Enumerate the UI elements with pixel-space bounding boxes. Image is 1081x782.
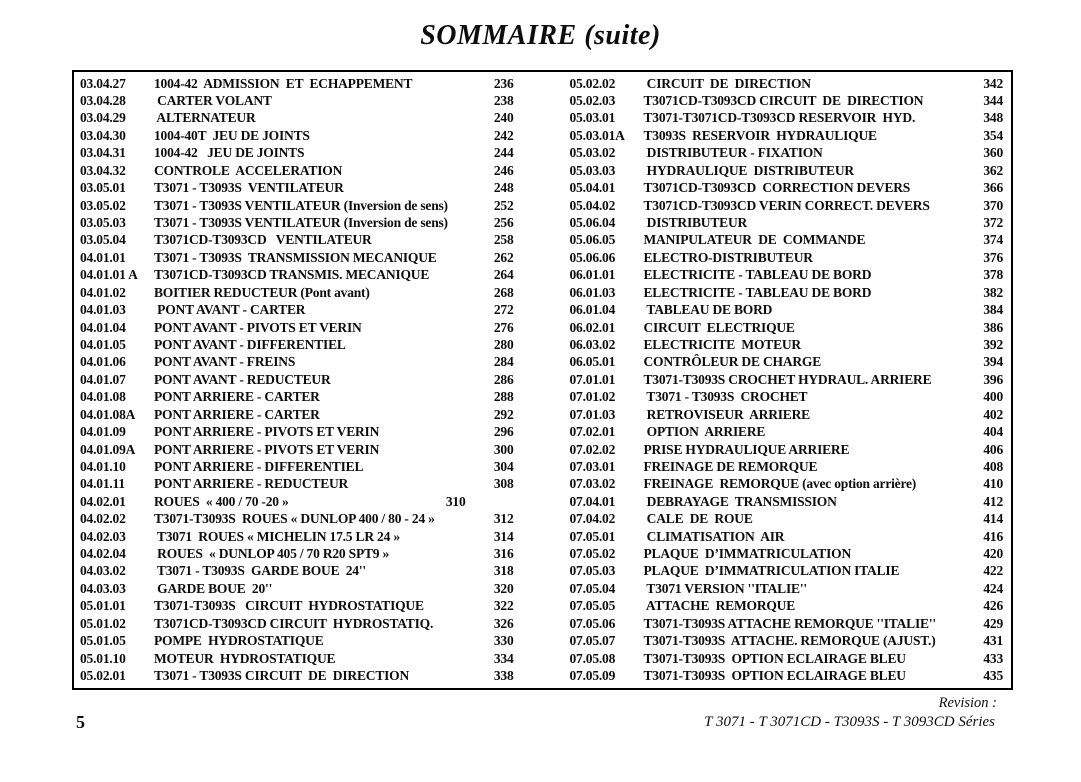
toc-page: 252 [493, 197, 514, 213]
toc-table [72, 70, 1013, 690]
toc-title: T3071 - T3093S TRANSMISSION MECANIQUE [154, 249, 437, 265]
toc-row [80, 214, 514, 231]
toc-code: 04.01.08 [80, 389, 126, 405]
toc-code: 06.05.01 [569, 354, 616, 370]
toc-code: 03.05.01 [80, 180, 126, 196]
toc-code: 07.02.02 [569, 441, 616, 457]
toc-code: 03.04.28 [80, 93, 126, 109]
toc-title: PONT ARRIERE - PIVOTS ET VERIN [154, 441, 380, 457]
toc-code: 03.05.03 [80, 215, 126, 231]
toc-title: PLAQUE D’IMMATRICULATION ITALIE [643, 563, 900, 579]
toc-code: 07.05.08 [569, 650, 616, 666]
toc-code: 07.04.02 [569, 511, 616, 527]
toc-code: 04.01.11 [80, 476, 125, 492]
toc-page: 326 [493, 615, 514, 631]
toc-page: 310 [445, 493, 466, 509]
toc-code: 05.01.05 [80, 633, 126, 649]
toc-page: 386 [983, 319, 1003, 335]
toc-page: 435 [983, 667, 1003, 683]
toc-title: T3071-T3093S OPTION ECLAIRAGE BLEU [643, 650, 906, 666]
toc-page: 406 [983, 441, 1003, 457]
toc-row [80, 301, 514, 318]
toc-code: 04.03.03 [80, 580, 126, 596]
toc-title: ATTACHE REMORQUE [643, 598, 796, 614]
toc-row [570, 476, 1004, 493]
toc-row [80, 545, 514, 562]
toc-page: 374 [983, 232, 1003, 248]
toc-row [80, 180, 514, 197]
toc-page: 338 [493, 667, 514, 683]
toc-title: T3071CD-T3093CD CIRCUIT HYDROSTATIQ. [154, 615, 434, 631]
toc-code: 04.01.09 [80, 424, 126, 440]
toc-code: 07.05.09 [569, 667, 616, 683]
toc-row [570, 197, 1004, 214]
toc-row [80, 406, 514, 423]
toc-row [80, 75, 514, 92]
toc-code: 04.01.09A [80, 441, 136, 457]
toc-title: T3071CD-T3093CD CIRCUIT DE DIRECTION [643, 93, 924, 109]
toc-page: 370 [983, 197, 1003, 213]
toc-row [80, 110, 514, 127]
toc-row [570, 319, 1004, 336]
toc-page: 392 [983, 336, 1003, 352]
toc-code: 03.04.29 [80, 110, 126, 126]
toc-title: CONTRÔLEUR DE CHARGE [643, 354, 822, 370]
toc-page: 258 [493, 232, 514, 248]
toc-code: 04.01.07 [80, 371, 126, 387]
toc-page: 330 [493, 633, 514, 649]
series-title: T 3071 - T 3071CD - T3093S - T 3093CD Séries [704, 714, 995, 730]
toc-page: 284 [493, 354, 514, 370]
toc-row [570, 563, 1004, 580]
toc-code: 04.01.03 [80, 302, 126, 318]
toc-page: 248 [493, 180, 514, 196]
toc-page: 292 [493, 406, 514, 422]
toc-title: PONT ARRIERE - CARTER [154, 406, 320, 422]
toc-title: PONT ARRIERE - PIVOTS ET VERIN [154, 424, 380, 440]
toc-row [80, 563, 514, 580]
toc-page: 272 [493, 302, 514, 318]
toc-title: ELECTRO-DISTRIBUTEUR [643, 249, 813, 265]
toc-title: T3071-T3093S ROUES « DUNLOP 400 / 80 - 24 » [154, 511, 435, 527]
toc-row [80, 598, 514, 615]
toc-code: 05.01.01 [80, 598, 126, 614]
toc-code: 04.01.06 [80, 354, 126, 370]
toc-title: FREINAGE REMORQUE (avec option arrière) [643, 476, 917, 492]
toc-column-left [80, 75, 514, 685]
toc-page: 402 [983, 406, 1003, 422]
toc-title: ELECTRICITE - TABLEAU DE BORD [643, 284, 872, 300]
toc-page: 360 [983, 145, 1003, 161]
toc-row [570, 301, 1004, 318]
toc-code: 06.01.03 [569, 284, 616, 300]
toc-code: 04.02.03 [80, 528, 126, 544]
toc-row [80, 423, 514, 440]
toc-code: 05.06.04 [569, 215, 616, 231]
toc-title: HYDRAULIQUE DISTRIBUTEUR [643, 162, 854, 178]
toc-code: 05.04.02 [569, 197, 616, 213]
toc-title: DEBRAYAGE TRANSMISSION [643, 493, 837, 509]
toc-page: 431 [983, 633, 1003, 649]
toc-title: T3071-T3093S CROCHET HYDRAUL. ARRIERE [643, 371, 932, 387]
toc-title: DISTRIBUTEUR [643, 215, 748, 231]
toc-row [570, 528, 1004, 545]
toc-row [80, 493, 514, 510]
toc-title: ELECTRICITE MOTEUR [643, 336, 801, 352]
toc-page: 288 [493, 389, 514, 405]
toc-page: 362 [983, 162, 1003, 178]
revision-label: Revision : [938, 695, 997, 711]
toc-title: CALE DE ROUE [643, 511, 753, 527]
toc-code: 07.03.01 [569, 458, 616, 474]
toc-title: T3071 VERSION ''ITALIE'' [643, 580, 807, 596]
toc-page: 384 [983, 302, 1003, 318]
toc-column-right [570, 75, 1004, 685]
toc-row [570, 284, 1004, 301]
toc-page: 378 [983, 267, 1003, 283]
toc-row [80, 197, 514, 214]
toc-title: T3093S RESERVOIR HYDRAULIQUE [643, 127, 877, 143]
toc-row [80, 441, 514, 458]
toc-page: 236 [493, 75, 514, 91]
toc-code: 04.02.04 [80, 546, 126, 562]
toc-page: 238 [493, 93, 514, 109]
toc-code: 04.01.01 A [80, 267, 138, 283]
toc-row [80, 92, 514, 109]
toc-page: 280 [493, 336, 514, 352]
toc-row [570, 371, 1004, 388]
toc-title: ROUES « 400 / 70 -20 » [154, 493, 289, 509]
toc-code: 05.03.02 [569, 145, 616, 161]
toc-row [570, 145, 1004, 162]
toc-code: 06.01.01 [569, 267, 616, 283]
toc-page: 268 [493, 284, 514, 300]
toc-title: CLIMATISATION AIR [643, 528, 785, 544]
toc-title: GARDE BOUE 20'' [154, 580, 273, 596]
toc-code: 07.02.01 [569, 424, 616, 440]
toc-row [570, 667, 1004, 684]
toc-page: 366 [983, 180, 1003, 196]
toc-code: 05.06.05 [569, 232, 616, 248]
toc-title: MANIPULATEUR DE COMMANDE [643, 232, 866, 248]
toc-code: 03.05.04 [80, 232, 126, 248]
toc-title: 1004-42 JEU DE JOINTS [154, 145, 305, 161]
toc-title: CONTROLE ACCELERATION [154, 162, 343, 178]
toc-title: T3071 - T3093S CROCHET [643, 389, 808, 405]
toc-code: 03.04.30 [80, 127, 126, 143]
toc-row [570, 75, 1004, 92]
toc-title: T3071-T3093S ATTACHE. REMORQUE (AJUST.) [643, 633, 936, 649]
toc-row [570, 441, 1004, 458]
toc-title: PRISE HYDRAULIQUE ARRIERE [643, 441, 850, 457]
toc-row [570, 92, 1004, 109]
toc-row [570, 389, 1004, 406]
toc-code: 04.02.02 [80, 511, 126, 527]
toc-title: CIRCUIT ELECTRIQUE [643, 319, 795, 335]
toc-page: 286 [493, 371, 514, 387]
toc-page: 400 [983, 389, 1003, 405]
toc-code: 03.04.31 [80, 145, 126, 161]
toc-row [80, 667, 514, 684]
toc-page: 372 [983, 215, 1003, 231]
toc-code: 07.01.03 [569, 406, 616, 422]
toc-page: 308 [493, 476, 514, 492]
toc-code: 06.02.01 [569, 319, 616, 335]
toc-page: 344 [983, 93, 1003, 109]
toc-title: PONT ARRIERE - CARTER [154, 389, 320, 405]
toc-page: 394 [983, 354, 1003, 370]
toc-title: PONT AVANT - DIFFERENTIEL [154, 336, 346, 352]
toc-page: 382 [983, 284, 1003, 300]
toc-title: PONT AVANT - FREINS [154, 354, 296, 370]
toc-row [80, 458, 514, 475]
toc-title: PONT AVANT - CARTER [154, 302, 306, 318]
toc-row [80, 145, 514, 162]
toc-page: 334 [493, 650, 514, 666]
toc-page: 264 [493, 267, 514, 283]
toc-title: T3071CD-T3093CD TRANSMIS. MECANIQUE [154, 267, 430, 283]
toc-title: T3071CD-T3093CD VENTILATEUR [154, 232, 372, 248]
toc-row [80, 267, 514, 284]
toc-row [570, 493, 1004, 510]
toc-page: 426 [983, 598, 1003, 614]
toc-page: 256 [493, 215, 514, 231]
toc-title: PONT ARRIERE - DIFFERENTIEL [154, 458, 364, 474]
toc-title: T3071-T3093S ATTACHE REMORQUE ''ITALIE'' [643, 615, 936, 631]
toc-title: T3071CD-T3093CD VERIN CORRECT. DEVERS [643, 197, 930, 213]
toc-page: 296 [493, 424, 514, 440]
toc-code: 07.05.03 [569, 563, 616, 579]
toc-code: 04.01.10 [80, 458, 126, 474]
toc-title: FREINAGE DE REMORQUE [643, 458, 818, 474]
toc-title: MOTEUR HYDROSTATIQUE [154, 650, 336, 666]
toc-code: 05.03.03 [569, 162, 616, 178]
toc-page: 376 [983, 249, 1003, 265]
toc-code: 04.02.01 [80, 493, 126, 509]
toc-title: T3071 - T3093S CIRCUIT DE DIRECTION [154, 667, 410, 683]
page-title: SOMMAIRE (suite) [420, 20, 661, 51]
toc-page: 244 [493, 145, 514, 161]
toc-title: T3071 ROUES « MICHELIN 17.5 LR 24 » [154, 528, 400, 544]
toc-row [80, 580, 514, 597]
toc-row [570, 545, 1004, 562]
toc-page: 314 [493, 528, 514, 544]
toc-title: CARTER VOLANT [154, 93, 272, 109]
toc-page: 318 [493, 563, 514, 579]
toc-page: 316 [493, 546, 514, 562]
toc-code: 07.01.01 [569, 371, 616, 387]
toc-code: 05.02.02 [569, 75, 616, 91]
toc-title: POMPE HYDROSTATIQUE [154, 633, 324, 649]
toc-page: 404 [983, 424, 1003, 440]
toc-row [570, 615, 1004, 632]
toc-title: ELECTRICITE - TABLEAU DE BORD [643, 267, 872, 283]
toc-title: TABLEAU DE BORD [643, 302, 773, 318]
toc-row [570, 511, 1004, 528]
toc-row [80, 127, 514, 144]
toc-row [80, 336, 514, 353]
toc-code: 05.01.10 [80, 650, 126, 666]
toc-code: 07.05.02 [569, 546, 616, 562]
toc-page: 416 [983, 528, 1003, 544]
toc-code: 05.04.01 [569, 180, 616, 196]
toc-title: T3071 - T3093S VENTILATEUR [154, 180, 344, 196]
toc-code: 07.05.07 [569, 633, 616, 649]
toc-code: 04.01.04 [80, 319, 126, 335]
toc-title: T3071CD-T3093CD CORRECTION DEVERS [643, 180, 911, 196]
toc-row [80, 354, 514, 371]
toc-title: 1004-40T JEU DE JOINTS [154, 127, 310, 143]
toc-row [80, 371, 514, 388]
toc-title: 1004-42 ADMISSION ET ECHAPPEMENT [154, 75, 413, 91]
toc-title: PONT AVANT - REDUCTEUR [154, 371, 331, 387]
toc-row [80, 476, 514, 493]
toc-row [80, 232, 514, 249]
toc-code: 03.05.02 [80, 197, 126, 213]
toc-title: T3071 - T3093S GARDE BOUE 24'' [154, 563, 366, 579]
toc-title: T3071-T3093S CIRCUIT HYDROSTATIQUE [154, 598, 424, 614]
toc-code: 03.04.27 [80, 75, 126, 91]
toc-code: 04.01.08A [80, 406, 136, 422]
toc-title: T3071 - T3093S VENTILATEUR (Inversion de sens) [154, 215, 448, 231]
toc-page: 322 [493, 598, 514, 614]
toc-page: 300 [493, 441, 514, 457]
toc-row [570, 180, 1004, 197]
toc-page: 422 [983, 563, 1003, 579]
toc-code: 06.01.04 [569, 302, 616, 318]
toc-code: 07.05.01 [569, 528, 616, 544]
toc-title: OPTION ARRIERE [643, 424, 766, 440]
toc-code: 05.03.01A [569, 127, 625, 143]
toc-page: 240 [493, 110, 514, 126]
toc-page: 262 [493, 249, 514, 265]
toc-row [80, 633, 514, 650]
toc-row [570, 650, 1004, 667]
toc-code: 05.01.02 [80, 615, 126, 631]
page-number: 5 [76, 712, 85, 732]
toc-row [570, 249, 1004, 266]
toc-code: 03.04.32 [80, 162, 126, 178]
toc-title: DISTRIBUTEUR - FIXATION [643, 145, 823, 161]
toc-code: 07.03.02 [569, 476, 616, 492]
toc-page: 420 [983, 546, 1003, 562]
toc-title: PLAQUE D’IMMATRICULATION [643, 546, 851, 562]
toc-row [80, 249, 514, 266]
toc-row [80, 650, 514, 667]
toc-page: 433 [983, 650, 1003, 666]
toc-title: T3071-T3093S OPTION ECLAIRAGE BLEU [643, 667, 906, 683]
toc-row [80, 511, 514, 528]
toc-page: 414 [983, 511, 1003, 527]
toc-page: 354 [983, 127, 1003, 143]
toc-page: 396 [983, 371, 1003, 387]
toc-title: BOITIER REDUCTEUR (Pont avant) [154, 284, 370, 300]
toc-row [80, 615, 514, 632]
toc-code: 05.06.06 [569, 249, 616, 265]
toc-page: 408 [983, 458, 1003, 474]
toc-code: 05.03.01 [569, 110, 616, 126]
toc-code: 04.01.05 [80, 336, 126, 352]
toc-row [570, 214, 1004, 231]
toc-page: 429 [983, 615, 1003, 631]
toc-code: 07.05.04 [569, 580, 616, 596]
toc-row [80, 389, 514, 406]
toc-row [570, 580, 1004, 597]
toc-row [570, 232, 1004, 249]
toc-code: 05.02.03 [569, 93, 616, 109]
toc-code: 04.01.01 [80, 249, 126, 265]
toc-page: 312 [493, 511, 514, 527]
toc-page: 304 [493, 458, 514, 474]
toc-row [570, 458, 1004, 475]
toc-page: 320 [493, 580, 514, 596]
toc-row [80, 162, 514, 179]
toc-title: ALTERNATEUR [154, 110, 256, 126]
toc-code: 06.03.02 [569, 336, 616, 352]
toc-title: T3071-T3071CD-T3093CD RESERVOIR HYD. [643, 110, 916, 126]
toc-row [570, 110, 1004, 127]
toc-page: 348 [983, 110, 1003, 126]
toc-page: 424 [983, 580, 1003, 596]
toc-title: ROUES « DUNLOP 405 / 70 R20 SPT9 » [154, 546, 390, 562]
toc-page: 242 [493, 127, 514, 143]
toc-row [570, 354, 1004, 371]
toc-row [570, 127, 1004, 144]
toc-row [80, 319, 514, 336]
toc-row [570, 336, 1004, 353]
toc-row [570, 598, 1004, 615]
toc-page: 276 [493, 319, 514, 335]
toc-page: 410 [983, 476, 1003, 492]
toc-page: 412 [983, 493, 1003, 509]
toc-code: 05.02.01 [80, 667, 126, 683]
toc-row [570, 633, 1004, 650]
toc-code: 07.05.06 [569, 615, 616, 631]
toc-code: 04.03.02 [80, 563, 126, 579]
toc-row [80, 528, 514, 545]
toc-title: PONT ARRIERE - REDUCTEUR [154, 476, 349, 492]
toc-title: CIRCUIT DE DIRECTION [643, 75, 811, 91]
toc-title: T3071 - T3093S VENTILATEUR (Inversion de sens) [154, 197, 448, 213]
toc-row [570, 406, 1004, 423]
toc-row [570, 267, 1004, 284]
toc-row [570, 423, 1004, 440]
toc-title: RETROVISEUR ARRIERE [643, 406, 810, 422]
toc-title: PONT AVANT - PIVOTS ET VERIN [154, 319, 362, 335]
toc-code: 07.01.02 [569, 389, 616, 405]
toc-row [80, 284, 514, 301]
toc-code: 04.01.02 [80, 284, 126, 300]
toc-row [570, 162, 1004, 179]
toc-code: 07.05.05 [569, 598, 616, 614]
toc-page: 246 [493, 162, 514, 178]
toc-page: 342 [983, 75, 1003, 91]
toc-code: 07.04.01 [569, 493, 616, 509]
